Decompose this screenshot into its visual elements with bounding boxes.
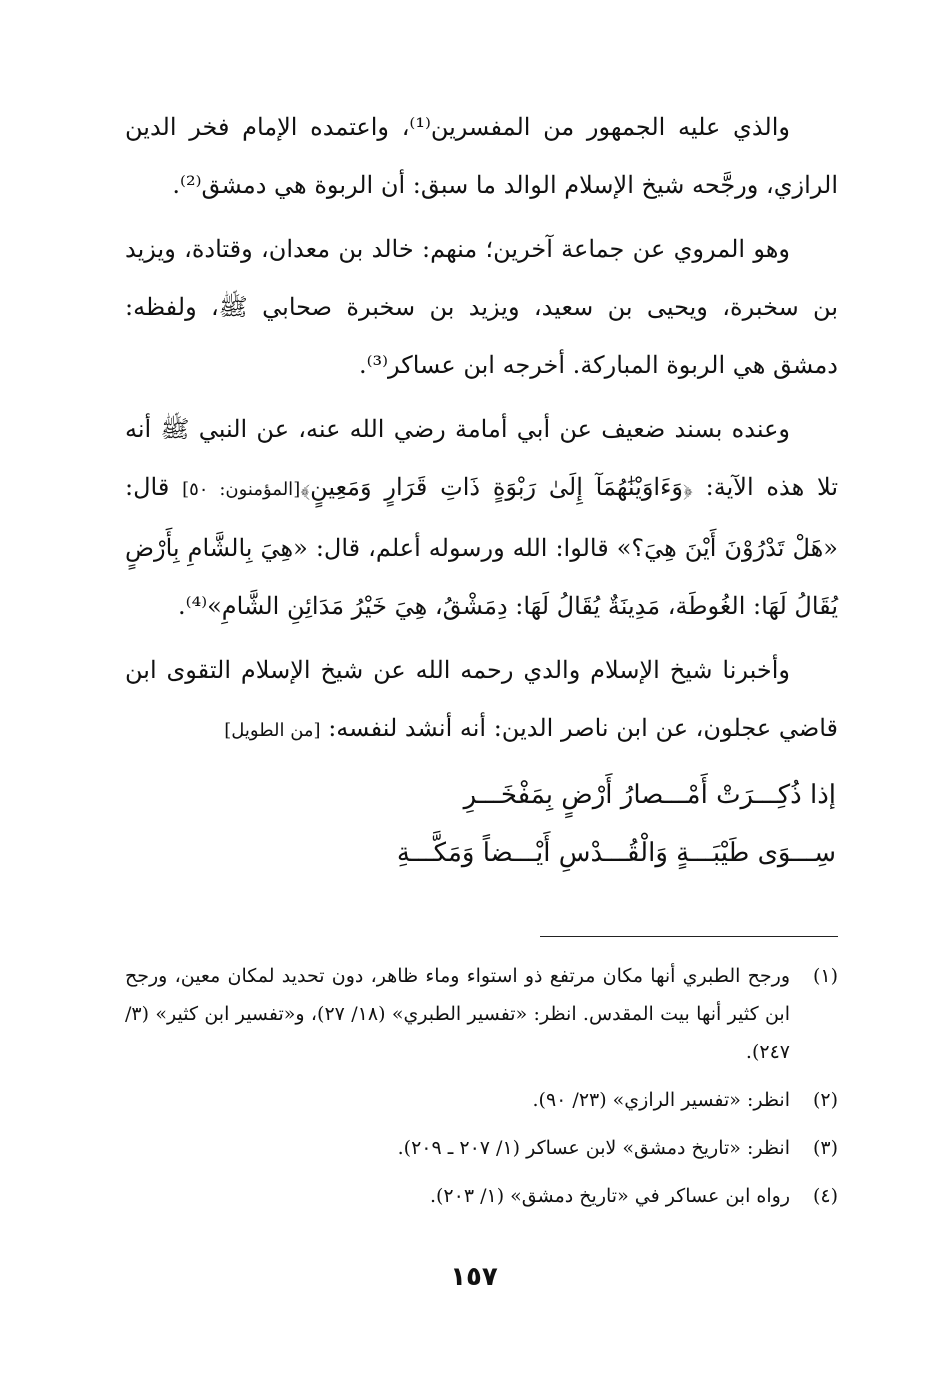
poem-hemistich-2: سِـــوَى طَيْبَـــةٍ وَالْقُـــدْسِ أَيْـــضاً وَمَكَّـــةِ <box>396 838 836 868</box>
footnotes <box>125 957 838 1225</box>
footnote-1 <box>125 957 838 1071</box>
footnote-separator <box>540 936 838 937</box>
poem-hemistich-1: إذا ذُكِـــرَتْ أَمْـــصارُ أَرْضٍ بِمَفْخَـــرِ <box>463 780 836 810</box>
paragraph-3-hadith: قال: «هَلْ تَدْرُوْنَ أَيْنَ هِيَ؟» قالوا: الله ورسوله أعلم، قال: «هِيَ بِالشَّامِ بِأَرْضٍ يُقَالُ لَهَا: الغُوطَة، مَدِينَةٌ يُقَالُ لَهَا: دِمَشْقُ، هِيَ خَيْرُ مَدَائِنِ الشَّامِ»⁽⁴⁾. <box>125 473 838 620</box>
footnote-text: انظر: «تفسير الرازي» (٢٣/ ٩٠). <box>532 1089 790 1111</box>
quran-verse: ﴿وَءَاوَيْنَٰهُمَآ إِلَىٰ رَبْوَةٍ ذَاتِ قَرَارٍ وَمَعِينٍ﴾ <box>300 473 693 501</box>
page-number: ١٥٧ <box>450 1262 498 1292</box>
quran-reference: [المؤمنون: ٥٠] <box>182 479 301 500</box>
footnote-4 <box>125 1177 838 1215</box>
footnote-3 <box>125 1129 838 1167</box>
footnote-number: (١) <box>812 965 838 987</box>
main-text <box>125 98 838 766</box>
paragraph-3 <box>125 400 838 635</box>
paragraph-1: والذي عليه الجمهور من المفسرين⁽¹⁾، واعتمده الإمام فخر الدين الرازي، ورجَّحه شيخ الإسلام الوالد ما سبق: أن الربوة هي دمشق⁽²⁾. <box>125 113 838 199</box>
footnote-number: (٣) <box>812 1137 838 1159</box>
paragraph-4-text: وأخبرنا شيخ الإسلام والدي رحمه الله عن شيخ الإسلام التقوى ابن قاضي عجلون، عن ابن ناصر الدين: أنه أنشد لنفسه: <box>125 656 838 742</box>
poetic-meter: [من الطويل] <box>224 720 321 741</box>
footnote-text: ورجح الطبري أنها مكان مرتفع ذو استواء وماء ظاهر، دون تحديد لمكان معين، ورجح ابن كثير أنها بيت المقدس. انظر: «تفسير الطبري» (١٨/ ٢٧)، و«تفسير ابن كثير» (٣/ ٢٤٧). <box>125 965 790 1063</box>
paragraph-4 <box>125 641 838 760</box>
paragraph-3-intro: وعنده بسند ضعيف عن أبي أمامة رضي الله عنه، عن النبي ﷺ أنه تلا هذه الآية: <box>125 415 839 501</box>
footnote-text: انظر: «تاريخ دمشق» لابن عساكر (١/ ٢٠٧ ـ ٢٠٩). <box>397 1137 790 1159</box>
footnote-number: (٢) <box>812 1089 838 1111</box>
footnote-2 <box>125 1081 838 1119</box>
footnote-text: رواه ابن عساكر في «تاريخ دمشق» (١/ ٢٠٣). <box>429 1185 790 1207</box>
footnote-number: (٤) <box>812 1185 838 1207</box>
paragraph-2: وهو المروي عن جماعة آخرين؛ منهم: خالد بن معدان، وقتادة، ويزيد بن سخبرة، ويحيى بن سعيد، ويزيد بن سخبرة صحابي ﷺ، ولفظه: دمشق هي الربوة المباركة. أخرجه ابن عساكر⁽³⁾. <box>125 235 838 379</box>
